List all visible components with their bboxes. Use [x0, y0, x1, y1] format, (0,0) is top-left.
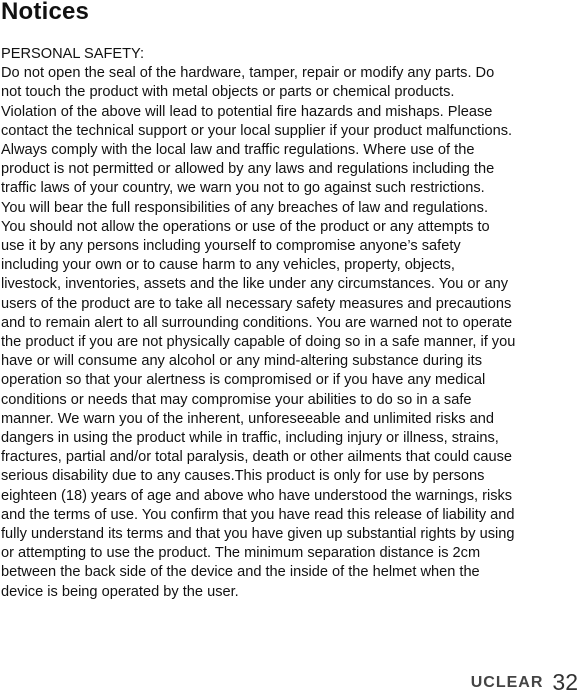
body-line: eighteen (18) years of age and above who have understood the warnings, risks [1, 487, 513, 504]
body-line: contact the technical support or your local supplier if your product malfunctions. [1, 122, 513, 139]
body-line: the product if you are not physically capable of doing so in a safe manner, if you [1, 334, 516, 351]
body-line: not touch the product with metal objects or parts or chemical products. [1, 84, 455, 101]
body-line: between the back side of the device and the inside of the helmet when the [1, 564, 480, 581]
body-line: or attempting to use the product. The minimum separation distance is 2cm [1, 545, 481, 562]
body-line: fully understand its terms and that you have given up substantial rights by using [1, 526, 515, 543]
body-line: operation so that your alertness is compromised or if you have any medical [1, 372, 486, 389]
section-label: PERSONAL SAFETY: [1, 46, 145, 62]
body-line: device is being operated by the user. [1, 583, 239, 600]
body-line: and the terms of use. You confirm that you have read this release of liability and [1, 506, 515, 523]
body-line: serious disability due to any causes.This product is only for use by persons [1, 468, 485, 485]
body-line: including your own or to cause harm to any vehicles, property, objects, [1, 257, 455, 274]
notice-body [1, 45, 579, 602]
body-line: manner. We warn you of the inherent, unforeseeable and unlimited risks and [1, 410, 494, 427]
body-line: and to remain alert to all surrounding conditions. You are warned not to operate [1, 314, 513, 331]
body-line: conditions or needs that may compromise your abilities to do so in a safe [1, 391, 472, 408]
body-line: Do not open the seal of the hardware, tamper, repair or modify any parts. Do [1, 65, 495, 82]
body-line: fractures, partial and/or total paralysis, death or other ailments that could cause [1, 449, 513, 466]
body-line: Always comply with the local law and traffic regulations. Where use of the [1, 142, 475, 159]
body-line: use it by any persons including yourself to compromise anyone’s safety [1, 238, 461, 255]
uclear-logo: UCLEAR [470, 674, 544, 691]
page-number: 32 [552, 669, 578, 695]
body-line: product is not permitted or allowed by any laws and regulations including the [1, 161, 495, 178]
body-line: have or will consume any alcohol or any mind-altering substance during its [1, 353, 483, 370]
body-line: traffic laws of your country, we warn you not to go against such restrictions. [1, 180, 485, 197]
body-line: Violation of the above will lead to potential fire hazards and mishaps. Please [1, 103, 493, 120]
page-footer [471, 667, 578, 695]
body-line: dangers in using the product while in traffic, including injury or illness, strains, [1, 430, 499, 447]
body-line: You will bear the full responsibilities of any breaches of law and regulations. [1, 199, 489, 216]
page-title: Notices [1, 0, 90, 25]
body-line: users of the product are to take all necessary safety measures and precautions [1, 295, 512, 312]
body-line: You should not allow the operations or use of the product or any attempts to [1, 218, 490, 235]
body-line: livestock, inventories, assets and the like under any circumstances. You or any [1, 276, 508, 293]
